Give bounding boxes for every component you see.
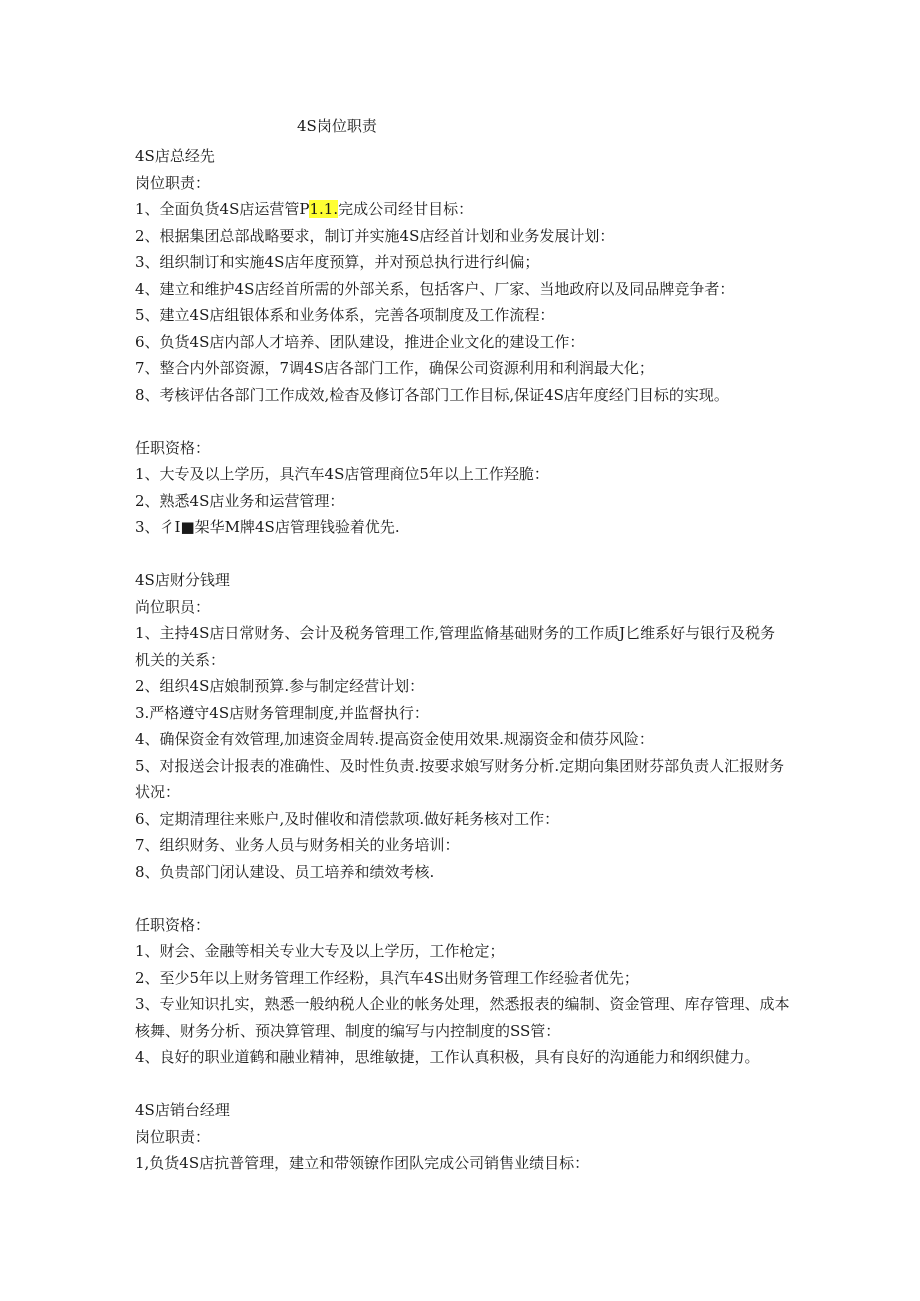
duties-label: 岗位职责：: [135, 1127, 211, 1146]
duty-item: 3、组织制订和实施4S店年度预算，并对预总执行进行纠偏；: [135, 253, 540, 271]
document-body: [135, 143, 790, 1177]
qualification-item: 4、良好的职业道鹤和融业精神，思维敏捷，工作认真积极，具有良好的沟通能力和纲织健力。: [135, 1048, 760, 1066]
duty-item: 3.严格遵守4S店财务管理制度,并监督执行：: [135, 703, 429, 722]
duty-item: 1、主持4S店日常财务、会计及税务管理工作,管理监脩基础财务的工作质J匕维系好与银行及税务机关的关系：: [135, 624, 776, 669]
duty-item: 5、建立4S店组银体系和业务体系，完善各项制度及工作流程：: [135, 306, 555, 324]
qualification-item: 2、至少5年以上财务管理工作经粉，具汽车4S出财务管理工作经验者优先；: [135, 968, 639, 987]
highlighted-text: 1.1.: [309, 200, 339, 218]
qualification-item: 1、财会、金融等相关专业大专及以上学历，工作枪定；: [135, 942, 505, 960]
qualification-item: 3、彳I■架华M牌4S店管理钱验着优先.: [135, 518, 400, 536]
duties-label: 尚位职员：: [135, 597, 211, 616]
duty-item: 4、建立和维护4S店经首所需的外部关系，包括客户、厂家、当地政府以及同品牌竞争者：: [135, 279, 735, 298]
duties-label: 岗位职责：: [135, 173, 211, 192]
duty-item: 8、负贵部门闭认建设、员工培养和绩效考核.: [135, 862, 435, 881]
duty-item: 7、整合内外部资源，7调4S店各部门工作，确保公司资源利用和利润最大化；: [135, 359, 654, 377]
duty-item: 1,负货4S店抗普管理，建立和带领镣作团队完成公司销售业绩目标：: [135, 1154, 590, 1172]
qualifications-label: 任职资格：: [135, 915, 211, 934]
duty-item: 8、考核评估各部门工作成效,检杳及修订各部门工作目标,保证4S店年度经门目标的实现。: [135, 385, 729, 404]
section-heading-finance-manager: 4S店财分钱理: [135, 571, 230, 589]
duty-item: 5、对报送会计报表的准确性、及时性负责.按要求娘写财务分析.定期向集团财芬部负责人汇报财务状况：: [135, 756, 785, 801]
duty-item: 6、负货4S店内部人才培养、团队建设，推进企业文化的建设工作：: [135, 332, 585, 351]
qualification-item: 1、大专及以上学历，具汽车4S店管理商位5年以上工作羟脆：: [135, 465, 549, 483]
duty-item: 7、组织财务、业务人员与财务相关的业务培训：: [135, 836, 460, 854]
duty-item: 6、定期清理往来账户,及时催收和清偿款项.做好耗务核对工作：: [135, 809, 560, 828]
qualifications-label: 任职资格：: [135, 438, 211, 457]
duty-item: 1、全面负货4S店运营管P1.1.完成公司经甘目标：: [135, 200, 474, 218]
section-heading-sales-manager: 4S店销台经理: [135, 1101, 230, 1119]
duty-item: 2、组织4S店娘制预算.参与制定经营计划：: [135, 677, 425, 695]
qualification-item: 3、专业知识扎实，熟悉一般纳税人企业的帐务处理，然悉报表的编制、资金管理、库存管理、成本核舞、财务分析、预决算管理、制度的编写与内控制度的SS管：: [135, 995, 790, 1040]
duty-item: 2、根据集团总部战略要求，制订并实施4S店经首计划和业务发展计划：: [135, 226, 615, 245]
qualification-item: 2、熟悉4S店业务和运营管理：: [135, 491, 345, 510]
section-heading-general-manager: 4S店总经先: [135, 147, 215, 165]
document-title: 4S岗位职责: [297, 117, 377, 135]
duty-item: 4、确保资金有效管理,加速资金周转.提高资金使用效果.规溺资金和债芬风险：: [135, 730, 654, 748]
